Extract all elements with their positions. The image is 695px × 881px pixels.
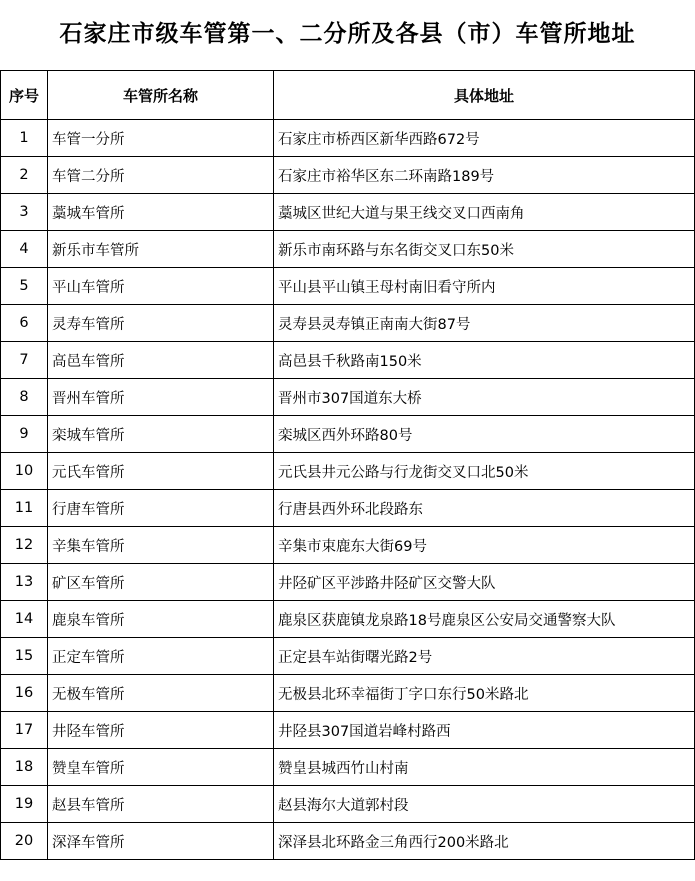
office-name: 正定车管所: [48, 638, 274, 675]
office-address: 井陉县307国道岩峰村路西: [274, 712, 695, 749]
office-name: 晋州车管所: [48, 379, 274, 416]
office-address: 辛集市束鹿东大街69号: [274, 527, 695, 564]
row-number: 12: [1, 527, 48, 564]
office-name: 车管二分所: [48, 157, 274, 194]
office-address: 石家庄市桥西区新华西路672号: [274, 120, 695, 157]
table-row: [1, 194, 695, 231]
office-address: 鹿泉区获鹿镇龙泉路18号鹿泉区公安局交通警察大队: [274, 601, 695, 638]
row-number: 11: [1, 490, 48, 527]
office-name: 井陉车管所: [48, 712, 274, 749]
office-address: 平山县平山镇王母村南旧看守所内: [274, 268, 695, 305]
row-number: 1: [1, 120, 48, 157]
table-row: [1, 601, 695, 638]
table-row: [1, 527, 695, 564]
office-name: 无极车管所: [48, 675, 274, 712]
office-name: 灵寿车管所: [48, 305, 274, 342]
office-name: 矿区车管所: [48, 564, 274, 601]
table-row: [1, 305, 695, 342]
table-row: [1, 638, 695, 675]
table-row: [1, 231, 695, 268]
row-number: 3: [1, 194, 48, 231]
header-number: 序号: [1, 71, 48, 120]
row-number: 2: [1, 157, 48, 194]
table-row: [1, 453, 695, 490]
office-address: 正定县车站街曙光路2号: [274, 638, 695, 675]
office-name: 平山车管所: [48, 268, 274, 305]
office-address: 石家庄市裕华区东二环南路189号: [274, 157, 695, 194]
office-name: 辛集车管所: [48, 527, 274, 564]
table-row: [1, 342, 695, 379]
office-address: 高邑县千秋路南150米: [274, 342, 695, 379]
office-address: 灵寿县灵寿镇正南南大街87号: [274, 305, 695, 342]
row-number: 17: [1, 712, 48, 749]
row-number: 7: [1, 342, 48, 379]
table-row: [1, 786, 695, 823]
row-number: 13: [1, 564, 48, 601]
office-address: 栾城区西外环路80号: [274, 416, 695, 453]
row-number: 16: [1, 675, 48, 712]
table-row: [1, 675, 695, 712]
office-address: 晋州市307国道东大桥: [274, 379, 695, 416]
office-name: 赵县车管所: [48, 786, 274, 823]
page-title: 石家庄市级车管第一、二分所及各县（市）车管所地址: [59, 21, 636, 47]
office-address: 赞皇县城西竹山村南: [274, 749, 695, 786]
table-row: [1, 749, 695, 786]
office-name: 元氏车管所: [48, 453, 274, 490]
row-number: 15: [1, 638, 48, 675]
row-number: 10: [1, 453, 48, 490]
office-address-table: [0, 70, 695, 860]
office-address: 无极县北环幸福街丁字口东行50米路北: [274, 675, 695, 712]
header-address: 具体地址: [274, 71, 695, 120]
row-number: 4: [1, 231, 48, 268]
row-number: 19: [1, 786, 48, 823]
office-name: 深泽车管所: [48, 823, 274, 860]
table-row: [1, 712, 695, 749]
office-name: 新乐市车管所: [48, 231, 274, 268]
row-number: 14: [1, 601, 48, 638]
office-address: 井陉矿区平涉路井陉矿区交警大队: [274, 564, 695, 601]
office-address: 元氏县井元公路与行龙街交叉口北50米: [274, 453, 695, 490]
office-name: 行唐车管所: [48, 490, 274, 527]
office-address: 藁城区世纪大道与果王线交叉口西南角: [274, 194, 695, 231]
table-row: [1, 564, 695, 601]
table-row: [1, 379, 695, 416]
office-address: 新乐市南环路与东名街交叉口东50米: [274, 231, 695, 268]
office-name: 车管一分所: [48, 120, 274, 157]
row-number: 5: [1, 268, 48, 305]
office-name: 鹿泉车管所: [48, 601, 274, 638]
header-office-name: 车管所名称: [48, 71, 274, 120]
row-number: 8: [1, 379, 48, 416]
row-number: 20: [1, 823, 48, 860]
table-row: [1, 157, 695, 194]
table-row: [1, 823, 695, 860]
table-row: [1, 416, 695, 453]
table-row: [1, 120, 695, 157]
office-address: 赵县海尔大道郭村段: [274, 786, 695, 823]
office-address: 深泽县北环路金三角西行200米路北: [274, 823, 695, 860]
office-name: 栾城车管所: [48, 416, 274, 453]
table-row: [1, 268, 695, 305]
office-name: 赞皇车管所: [48, 749, 274, 786]
office-address: 行唐县西外环北段路东: [274, 490, 695, 527]
row-number: 18: [1, 749, 48, 786]
office-name: 高邑车管所: [48, 342, 274, 379]
table-row: [1, 490, 695, 527]
table-header-row: [1, 71, 695, 120]
office-name: 藁城车管所: [48, 194, 274, 231]
row-number: 9: [1, 416, 48, 453]
row-number: 6: [1, 305, 48, 342]
